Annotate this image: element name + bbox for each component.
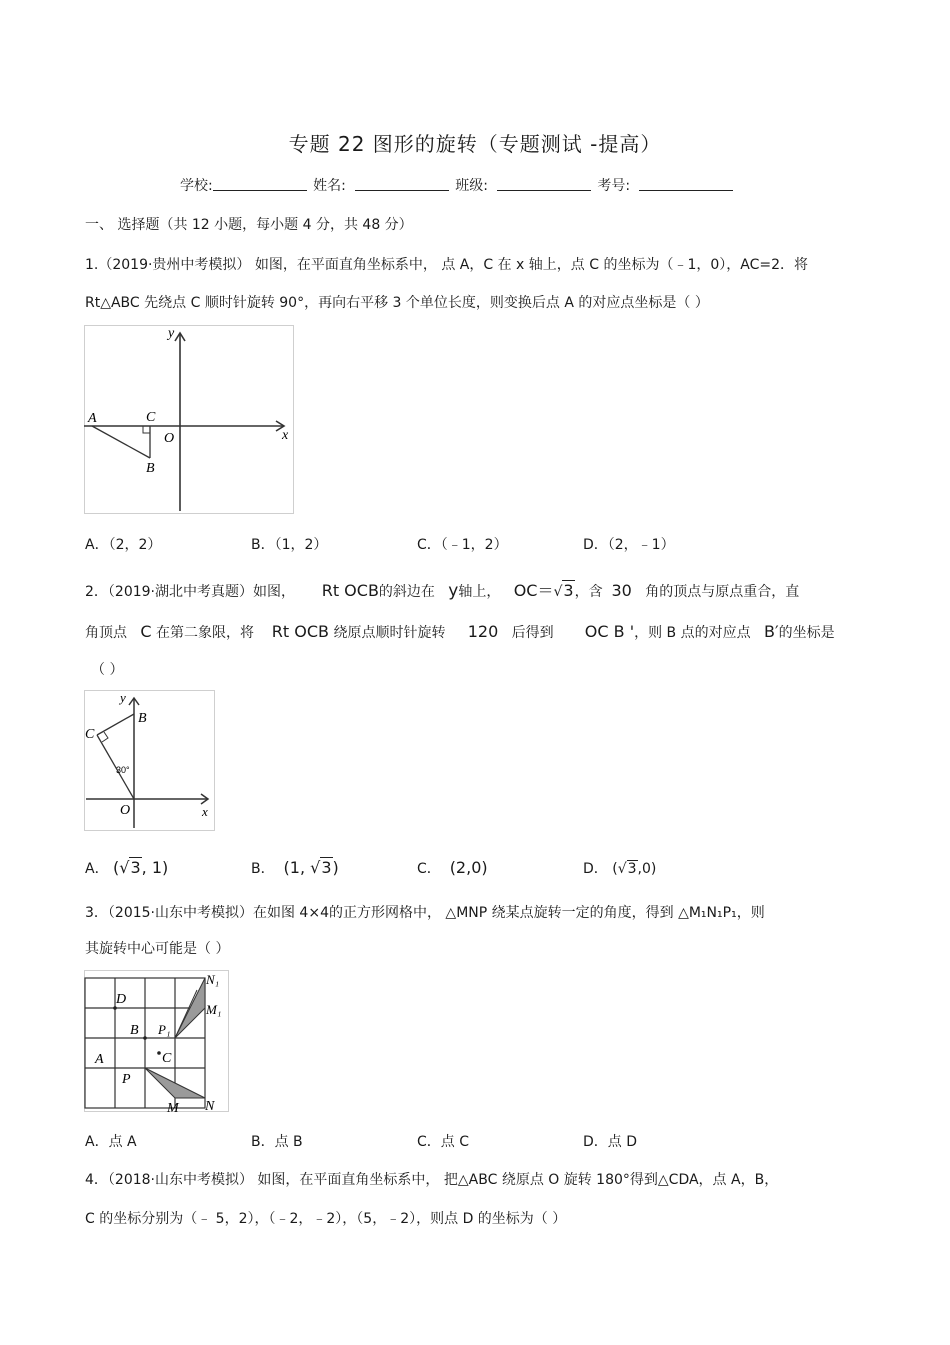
student-info-line	[180, 175, 735, 195]
q1-segment-ab	[92, 426, 150, 458]
q2-option-b-post: )	[332, 858, 339, 877]
q2-option-b-label: B．	[251, 861, 275, 877]
q2-option-b-sqrt: √3	[310, 858, 332, 877]
q2-option-d[interactable]	[583, 858, 656, 878]
q1-option-a[interactable]: A．（2，2）	[85, 537, 162, 553]
q1-right-angle	[143, 426, 150, 433]
q2-l2-h: OC B '	[584, 622, 635, 641]
q2-l2-b: C	[140, 622, 152, 641]
q2-option-a-post: , 1)	[141, 858, 169, 877]
q2-l1-sqrt: √3	[553, 581, 574, 600]
q2-l2-d: Rt OCB	[271, 622, 330, 641]
q2-label-c: C	[85, 727, 95, 742]
q2-l2-c: 在第二象限，将	[155, 625, 254, 641]
page-title: 专题 22 图形的旋转（专题测试 -提高）	[288, 132, 662, 156]
q3-label-d: D	[116, 992, 127, 1007]
school-label: 学校:	[180, 178, 213, 194]
q1-label-c: C	[146, 410, 156, 425]
q2-l1-h: ，含	[574, 584, 603, 600]
q3-option-b[interactable]: B．点 B	[251, 1134, 303, 1150]
q2-l1-g: 3	[563, 581, 574, 600]
q2-option-a-pre: (	[113, 858, 120, 877]
q2-l2-j: B′	[763, 622, 779, 641]
q2-option-c[interactable]	[417, 858, 488, 878]
q1-text-line1: 1.（2019·贵州中考模拟） 如图，在平面直角坐标系中， 点 A，C 在 x 轴上，点 C 的坐标为（﹣1，0），AC=2．将	[85, 257, 809, 273]
exam-no-blank[interactable]	[639, 176, 733, 191]
q3-option-d[interactable]: D．点 D	[583, 1134, 638, 1150]
q2-l2-i: ，则 B 点的对应点	[634, 625, 751, 641]
q1-figure	[84, 325, 296, 515]
q2-figure	[84, 690, 216, 832]
q2-option-d-label: D．	[583, 861, 608, 877]
q1-label-y: y	[168, 326, 175, 341]
exam-no-label: 考号:	[597, 178, 631, 194]
q2-option-d-sqrt: √3	[617, 861, 637, 877]
q2-text-line3: （ ）	[91, 662, 124, 678]
q3-label-m1: M₁	[206, 1002, 222, 1017]
q1-figure-frame	[85, 326, 294, 514]
q2-option-d-pre: (	[612, 861, 618, 877]
q1-label-a: A	[88, 411, 97, 426]
q2-l1-f: OC＝	[513, 581, 554, 600]
q2-option-c-value: (2,0)	[449, 858, 488, 877]
q1-option-d[interactable]: D．（2，﹣1）	[583, 537, 675, 553]
q3-text-line2: 其旋转中心可能是（ ）	[85, 941, 230, 957]
q2-l1-b: Rt OCB	[321, 581, 379, 600]
school-blank[interactable]	[213, 176, 307, 191]
q2-right-angle	[102, 732, 108, 742]
q3-label-c: C	[162, 1051, 172, 1066]
q2-l2-g: 后得到	[511, 625, 554, 641]
q2-option-d-post: ,0)	[637, 861, 657, 877]
name-label: 姓名:	[313, 178, 346, 194]
q1-label-b: B	[146, 461, 155, 476]
q2-option-a-rad: 3	[130, 858, 141, 877]
q2-l2-e: 绕原点顺时针旋转	[333, 625, 446, 641]
q2-option-c-label: C．	[417, 861, 441, 877]
q2-segment-cb	[97, 714, 134, 735]
q2-label-angle: 30°	[116, 765, 130, 775]
q3-label-n: N	[205, 1099, 215, 1113]
q2-label-x: x	[202, 804, 208, 819]
q2-l1-c: 的斜边在	[378, 584, 435, 600]
q2-l2-k: 的坐标是	[778, 625, 835, 641]
q3-label-p1: P₁	[158, 1022, 171, 1037]
class-blank[interactable]	[497, 176, 591, 191]
q2-l2-a: 角顶点	[85, 625, 127, 641]
section-heading: 一、 选择题（共 12 小题，每小题 4 分，共 48 分）	[85, 217, 413, 233]
q2-l1-d: y	[448, 581, 459, 601]
q2-option-b[interactable]	[251, 858, 339, 878]
q3-label-a: A	[95, 1052, 104, 1067]
q2-l1-j: 角的顶点与原点重合，直	[645, 584, 800, 600]
q1-label-x: x	[282, 428, 289, 443]
q2-option-a-sqrt: √3	[119, 858, 141, 877]
q3-figure	[84, 970, 230, 1113]
name-blank[interactable]	[355, 176, 449, 191]
q2-option-b-rad: 3	[321, 858, 332, 877]
q2-option-b-pre: (1,	[283, 858, 311, 877]
q2-label-o: O	[120, 803, 131, 818]
q2-option-a-label: A．	[85, 861, 109, 877]
q2-label-b: B	[138, 711, 147, 726]
q1-label-o: O	[164, 431, 175, 446]
q3-label-n1: N₁	[206, 972, 220, 987]
q3-option-a[interactable]: A．点 A	[85, 1134, 137, 1150]
q3-option-c[interactable]: C．点 C	[417, 1134, 470, 1150]
q3-text-line1: 3．（2015·山东中考模拟）在如图 4×4的正方形网格中， △MNP 绕某点旋转一定的角度，得到 △M₁N₁P₁，则	[85, 905, 765, 921]
q3-point-b	[143, 1036, 147, 1040]
q2-text-line2	[85, 622, 835, 642]
q3-figure-frame	[85, 971, 229, 1112]
q1-text-line2: Rt△ABC 先绕点 C 顺时针旋转 90°，再向右平移 3 个单位长度，则变换后点 A 的对应点坐标是（ ）	[85, 295, 709, 311]
q4-text-line1: 4．（2018·山东中考模拟） 如图，在平面直角坐标系中， 把△ABC 绕原点 O 旋转 180°得到△CDA，点 A，B，	[85, 1172, 779, 1188]
q2-l1-i: 30	[611, 581, 632, 600]
q2-l1-a: 2．（2019·湖北中考真题）如图，	[85, 584, 295, 600]
q1-option-c[interactable]: C．（﹣1，2）	[417, 537, 508, 553]
q2-l2-f: 120	[467, 622, 499, 641]
q2-figure-frame	[85, 691, 215, 831]
q3-point-c	[157, 1051, 161, 1055]
q1-option-b[interactable]: B．（1，2）	[251, 537, 328, 553]
q2-option-d-rad: 3	[627, 861, 637, 877]
q2-option-a[interactable]	[85, 858, 168, 878]
q3-label-p: P	[122, 1072, 131, 1087]
q4-text-line2: C 的坐标分别为（﹣ 5，2），（﹣2，﹣2），（5，﹣2），则点 D 的坐标为（ ）	[85, 1211, 567, 1227]
q3-label-b: B	[130, 1023, 139, 1038]
q2-text-line1	[85, 578, 799, 601]
q3-label-m: M	[167, 1101, 179, 1113]
class-label: 班级:	[455, 178, 488, 194]
q2-label-y: y	[120, 690, 126, 705]
q2-l1-e: 轴上，	[458, 584, 501, 600]
